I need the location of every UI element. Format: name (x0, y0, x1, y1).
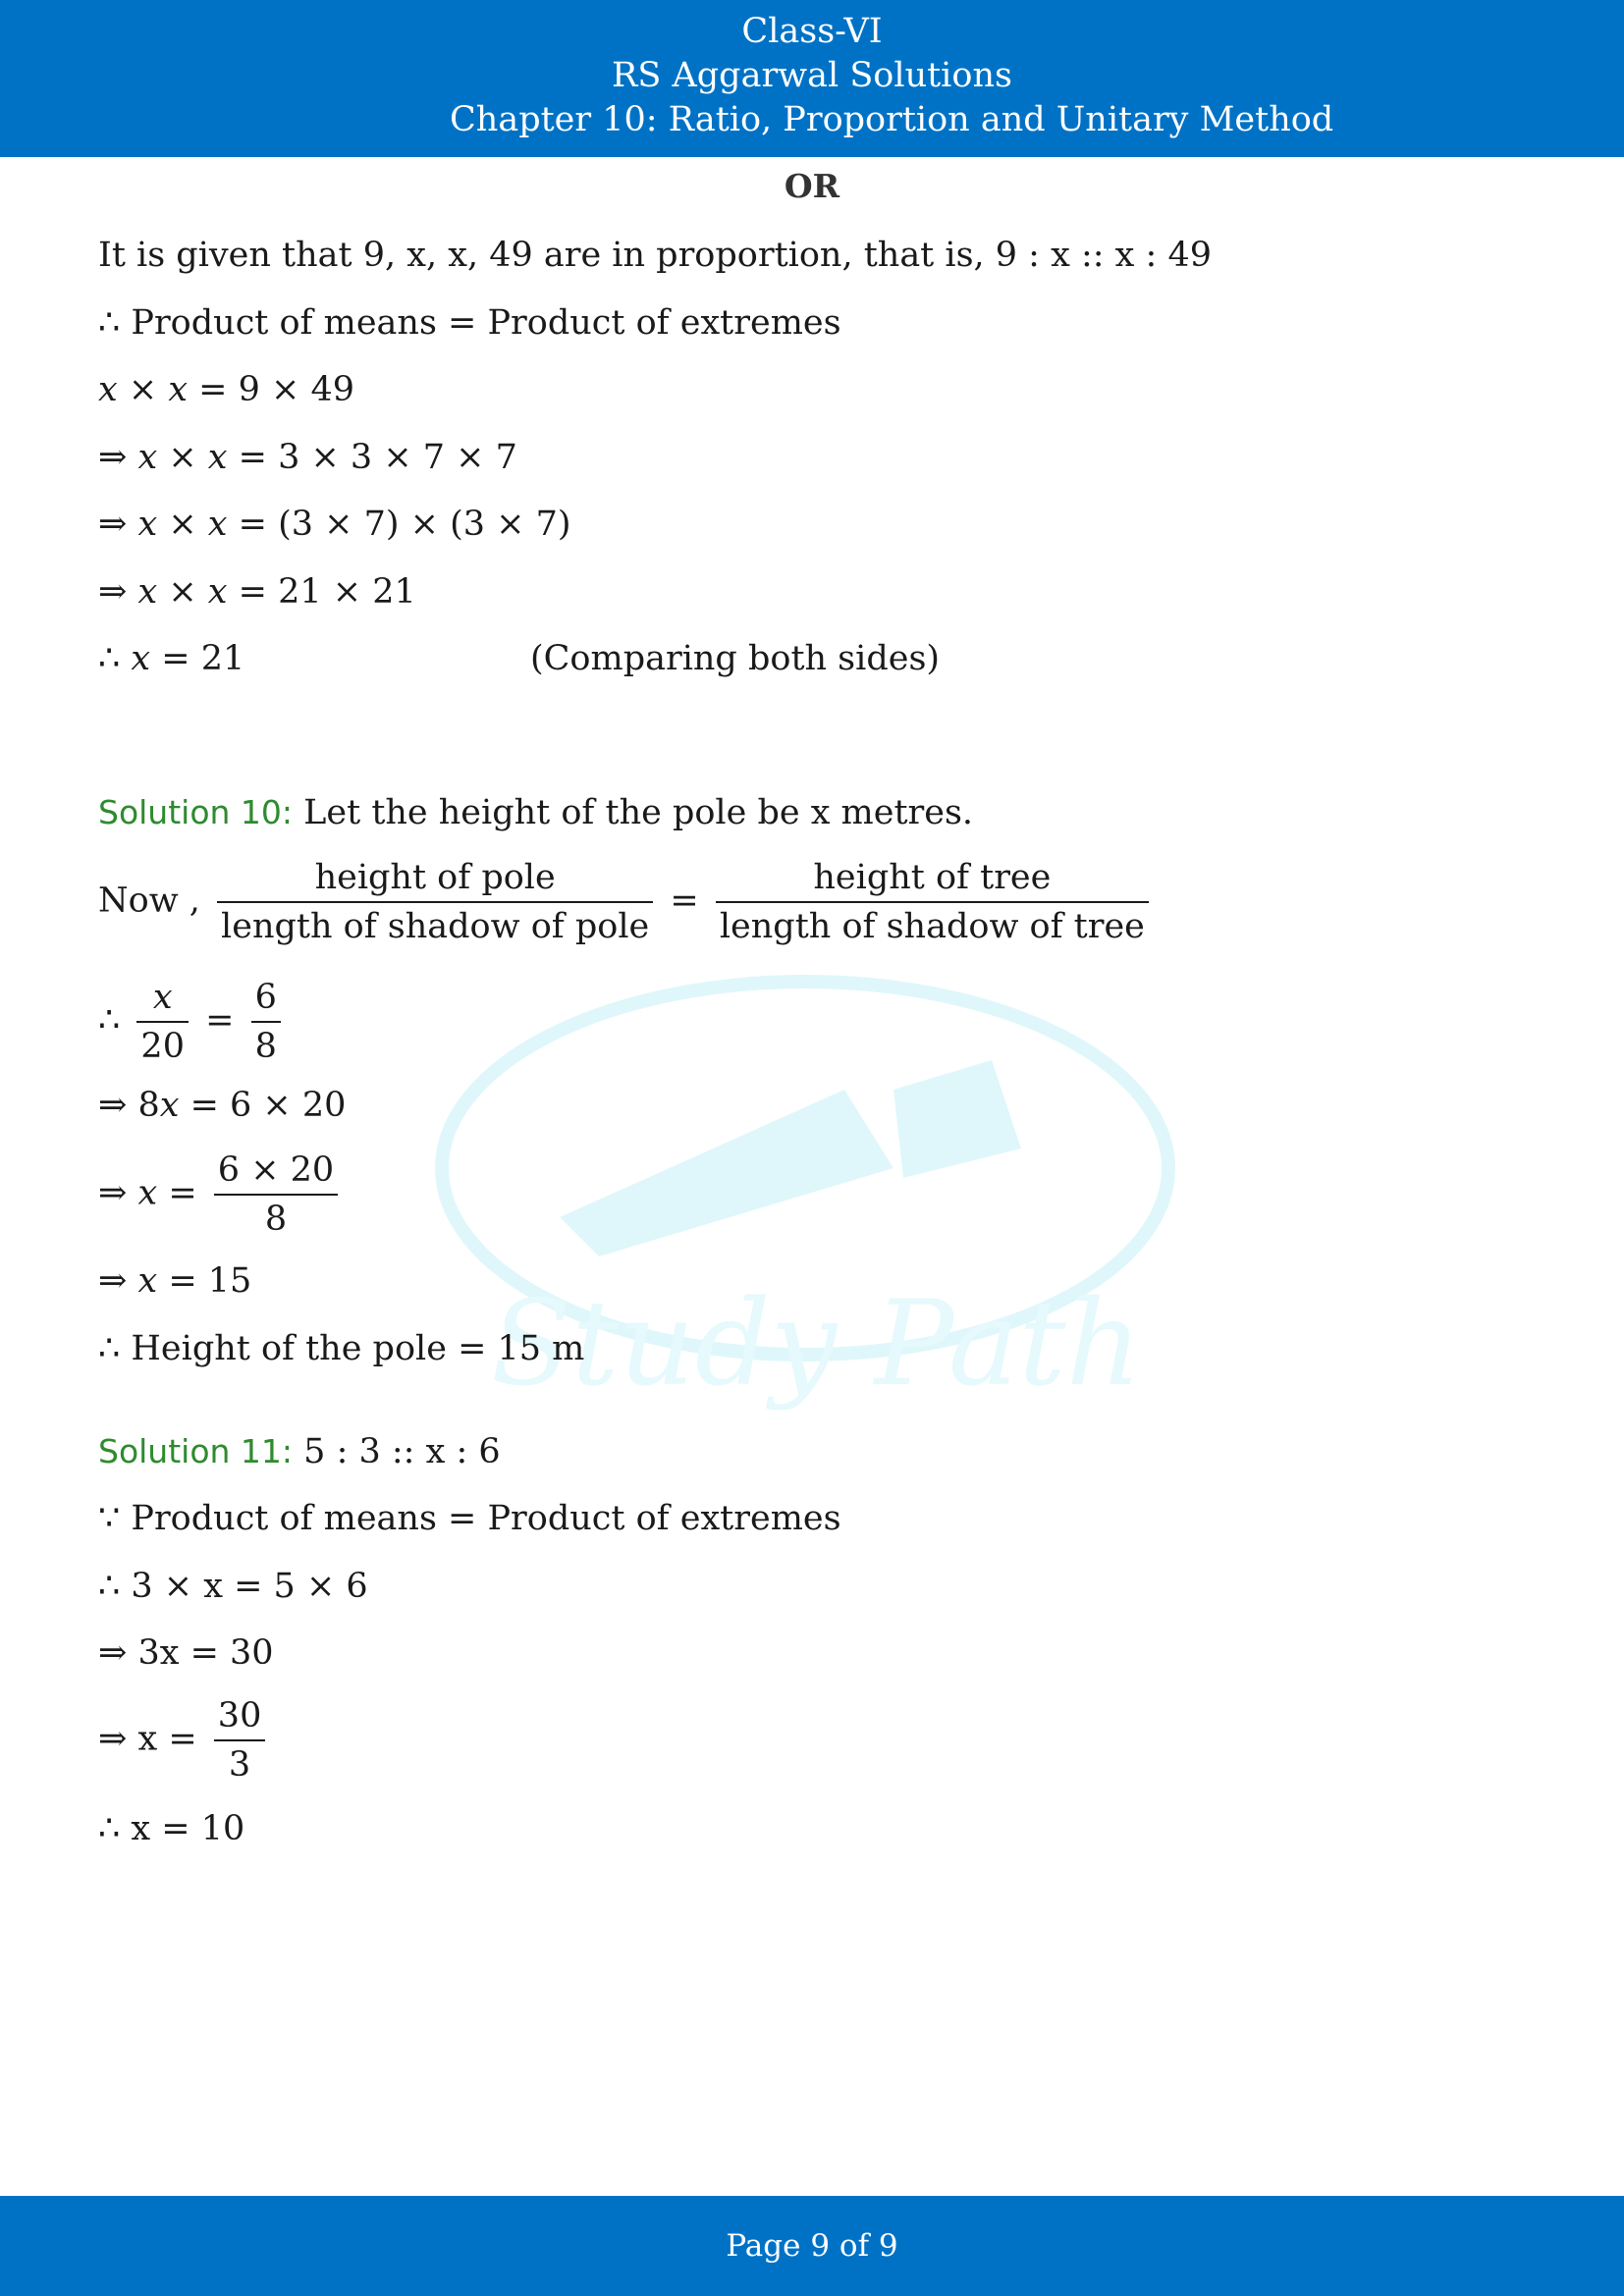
fraction-numerator: 30 (214, 1692, 266, 1741)
fraction-denominator: 3 (228, 1745, 251, 1785)
header-book: RS Aggarwal Solutions (612, 56, 1012, 95)
or-line-2: ∴ Product of means = Product of extremes (98, 303, 841, 343)
six-over-eight-numerator: 6 (251, 974, 281, 1023)
or-line-7: ∴ 𝑥 = 21 (98, 639, 245, 678)
page-header (0, 0, 1624, 157)
solution-11-line-4: ⇒ 3x = 30 (98, 1633, 274, 1673)
equals-sign: = (670, 881, 699, 921)
or-line-6: ⇒ 𝑥 × 𝑥 = 21 × 21 (98, 572, 416, 612)
solution-11-line-5 (98, 1692, 271, 1789)
header-chapter: Chapter 10: Ratio, Proportion and Unitary Method (450, 100, 1334, 139)
fraction-denominator: 8 (264, 1200, 288, 1239)
solution-11-line-2: ∵ Product of means = Product of extremes (98, 1499, 841, 1538)
solution-11-label: Solution 11: (98, 1432, 294, 1470)
or-line-1: It is given that 9, x, x, 49 are in proportion, that is, 9 : x :: x : 49 (98, 236, 1212, 275)
study-path-watermark-logo (432, 972, 1198, 1463)
solution-10-line-5: ⇒ 𝑥 = 15 (98, 1261, 252, 1301)
solution-10-ratio-line (98, 854, 1155, 950)
solution-11-line-6: ∴ x = 10 (98, 1809, 245, 1848)
six-over-eight-denominator: 8 (254, 1027, 277, 1066)
or-line-5: ⇒ 𝑥 × 𝑥 = (3 × 7) × (3 × 7) (98, 505, 571, 544)
x-over-20-denominator: 20 (140, 1027, 185, 1066)
watermark-text: Study Path (491, 1276, 1142, 1413)
tree-fraction-denominator: length of shadow of tree (719, 907, 1145, 946)
thirty-over-three-fraction (214, 1692, 266, 1789)
or-line-7-note: (Comparing both sides) (530, 639, 941, 678)
solution-11-heading (98, 1429, 501, 1474)
solution-10-heading (98, 790, 973, 835)
pole-fraction-numerator: height of pole (217, 854, 653, 903)
solution-10-line-4 (98, 1147, 344, 1243)
x-over-20-numerator: 𝑥 (136, 974, 189, 1023)
or-divider: OR (784, 167, 840, 205)
fraction-numerator: 6 × 20 (214, 1147, 338, 1196)
now-label: Now , (98, 881, 200, 921)
tree-fraction (716, 854, 1149, 950)
therefore-symbol: ∴ (98, 1000, 121, 1041)
header-class: Class-VI (741, 12, 883, 51)
solution-10-line-3: ⇒ 8𝑥 = 6 × 20 (98, 1086, 347, 1125)
solution-10-intro: Let the height of the pole be x metres. (293, 793, 974, 832)
pole-fraction (217, 854, 653, 950)
page-number: Page 9 of 9 (726, 2228, 898, 2264)
tree-fraction-numerator: height of tree (716, 854, 1149, 903)
solution-10-line-6: ∴ Height of the pole = 15 m (98, 1329, 585, 1368)
x-equals-prefix: ⇒ x = (98, 1719, 197, 1759)
solution-11-line-3: ∴ 3 × x = 5 × 6 (98, 1567, 368, 1606)
x-over-20-fraction (136, 974, 189, 1070)
equals-sign: = (205, 1000, 235, 1041)
solution-10-label: Solution 10: (98, 793, 294, 831)
six-over-eight-fraction (251, 974, 281, 1070)
page-footer (0, 2196, 1624, 2296)
six-times-twenty-over-eight-fraction (214, 1147, 338, 1243)
or-line-3: 𝑥 × 𝑥 = 9 × 49 (98, 370, 355, 409)
pole-fraction-denominator: length of shadow of pole (221, 907, 650, 946)
or-line-4: ⇒ 𝑥 × 𝑥 = 3 × 3 × 7 × 7 (98, 438, 517, 477)
solution-10-line-2 (98, 974, 287, 1070)
x-equals-prefix: ⇒ 𝑥 = (98, 1173, 197, 1213)
solution-11-intro: 5 : 3 :: x : 6 (293, 1432, 501, 1471)
